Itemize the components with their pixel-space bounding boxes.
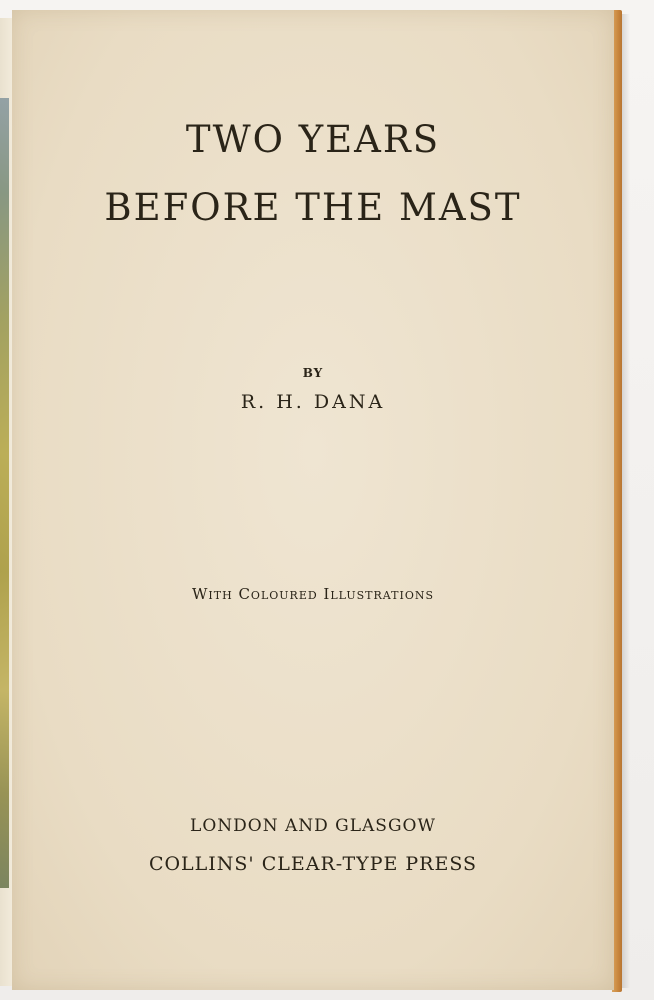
cover-shadow [622,14,630,988]
book-title-line-1: TWO YEARS [185,118,441,161]
book-title-line-2: BEFORE THE MAST [104,186,522,229]
publication-place: LONDON AND GLASGOW [190,816,436,836]
publisher-name: COLLINS' CLEAR-TYPE PRESS [148,853,478,875]
title-page [12,10,614,990]
by-label: BY [302,366,324,380]
coloured-plate-edge [0,98,9,888]
illustrations-note: With Coloured Illustrations [191,585,434,603]
author-name: R. H. DANA [240,391,386,413]
